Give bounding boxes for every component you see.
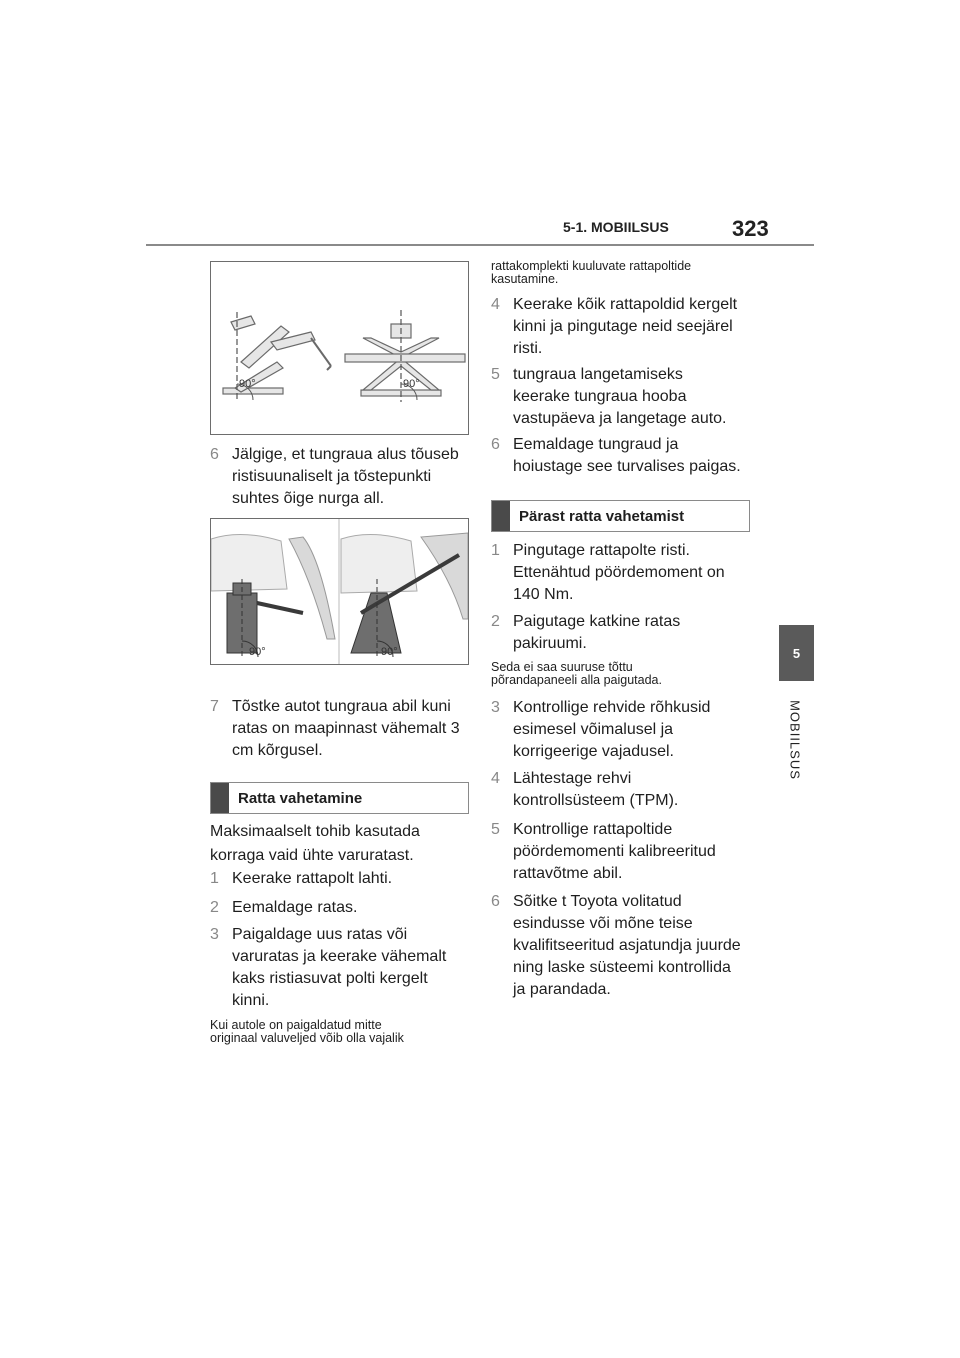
svg-text:90°: 90°	[381, 646, 398, 658]
instruction-step-1: 1 Pingutage rattapolte risti. Ettenähtud pöördemoment on 140 Nm.	[491, 542, 725, 603]
instruction-step-2: 2 Paigutage katkine ratas pakiruumi.	[491, 613, 681, 652]
instruction-step-3: 3 Kontrollige rehvide rõhkusid esimesel võimalusel ja korrigeerige vajadusel.	[491, 699, 711, 760]
chapter-side-label: MOBIILSUS	[787, 700, 803, 780]
instruction-step-4: 4 Lähtestage rehvi kontrollsüsteem (TPM).	[491, 770, 679, 809]
section-heading-wheel-change: Ratta vahetamine	[210, 782, 469, 814]
note-continuation: rattakomplekti kuuluvate rattapoltide kasutamine.	[491, 259, 692, 286]
chapter-tab: 5	[779, 625, 814, 681]
instruction-step-3: 3 Paigaldage uus ratas või varuratas ja keerake vähemalt kaks ristiasuvat polti kergelt kinni.	[210, 926, 447, 1009]
svg-text:90°: 90°	[403, 378, 420, 390]
jack-angle-illustration	[211, 262, 468, 434]
svg-text:90°: 90°	[239, 378, 256, 390]
instruction-step-6: 6 Eemaldage tungraud ja hoiustage see turvalises paigas.	[491, 436, 741, 475]
instruction-step-5: 5 Kontrollige rattapoltide pöördemomenti kalibreeritud rattavõtme abil.	[491, 821, 716, 882]
header-divider	[146, 244, 814, 246]
page-number: 323	[732, 216, 769, 241]
instruction-step-6: 6 Jälgige, et tungraua alus tõuseb ristisuunaliselt ja tõstepunkti suhtes õige nurga all.	[210, 446, 459, 507]
instruction-step-1: 1 Keerake rattapolt lahti.	[210, 870, 393, 887]
instruction-step-7: 7 Tõstke autot tungraua abil kuni ratas on maapinnast vähemalt 3 cm kõrgusel.	[210, 698, 460, 759]
note-alloy-wheels: Kui autole on paigaldatud mitte originaal valuveljed võib olla vajalik	[210, 1018, 404, 1045]
note-spare-storage: Seda ei saa suuruse tõttu põrandapaneeli alla paigutada.	[491, 660, 662, 687]
instruction-step-6: 6 Sõitke t Toyota volitatud esindusse või mõne teise kvalifitseeritud asjatundja juurde ning laske süsteemi kontrollida ja parandada.	[491, 893, 741, 998]
intro-paragraph: Maksimaalselt tohib kasutada korraga vaid ühte varuratast.	[210, 823, 420, 864]
instruction-step-4: 4 Keerake kõik rattapoldid kergelt kinni ja pingutage neid seejärel risti.	[491, 296, 738, 357]
svg-text:90°: 90°	[249, 646, 266, 658]
jack-under-car-figure	[210, 518, 469, 665]
jack-under-car-illustration	[211, 519, 468, 664]
section-heading-after-change: Pärast ratta vahetamist	[491, 500, 750, 532]
instruction-step-5: 5 tungraua langetamiseks keerake tungraua hooba vastupäeva ja langetage auto.	[491, 366, 727, 427]
instruction-step-2: 2 Eemaldage ratas.	[210, 899, 358, 916]
jack-angle-figure	[210, 261, 469, 435]
section-title: 5-1. MOBIILSUS	[563, 219, 669, 235]
